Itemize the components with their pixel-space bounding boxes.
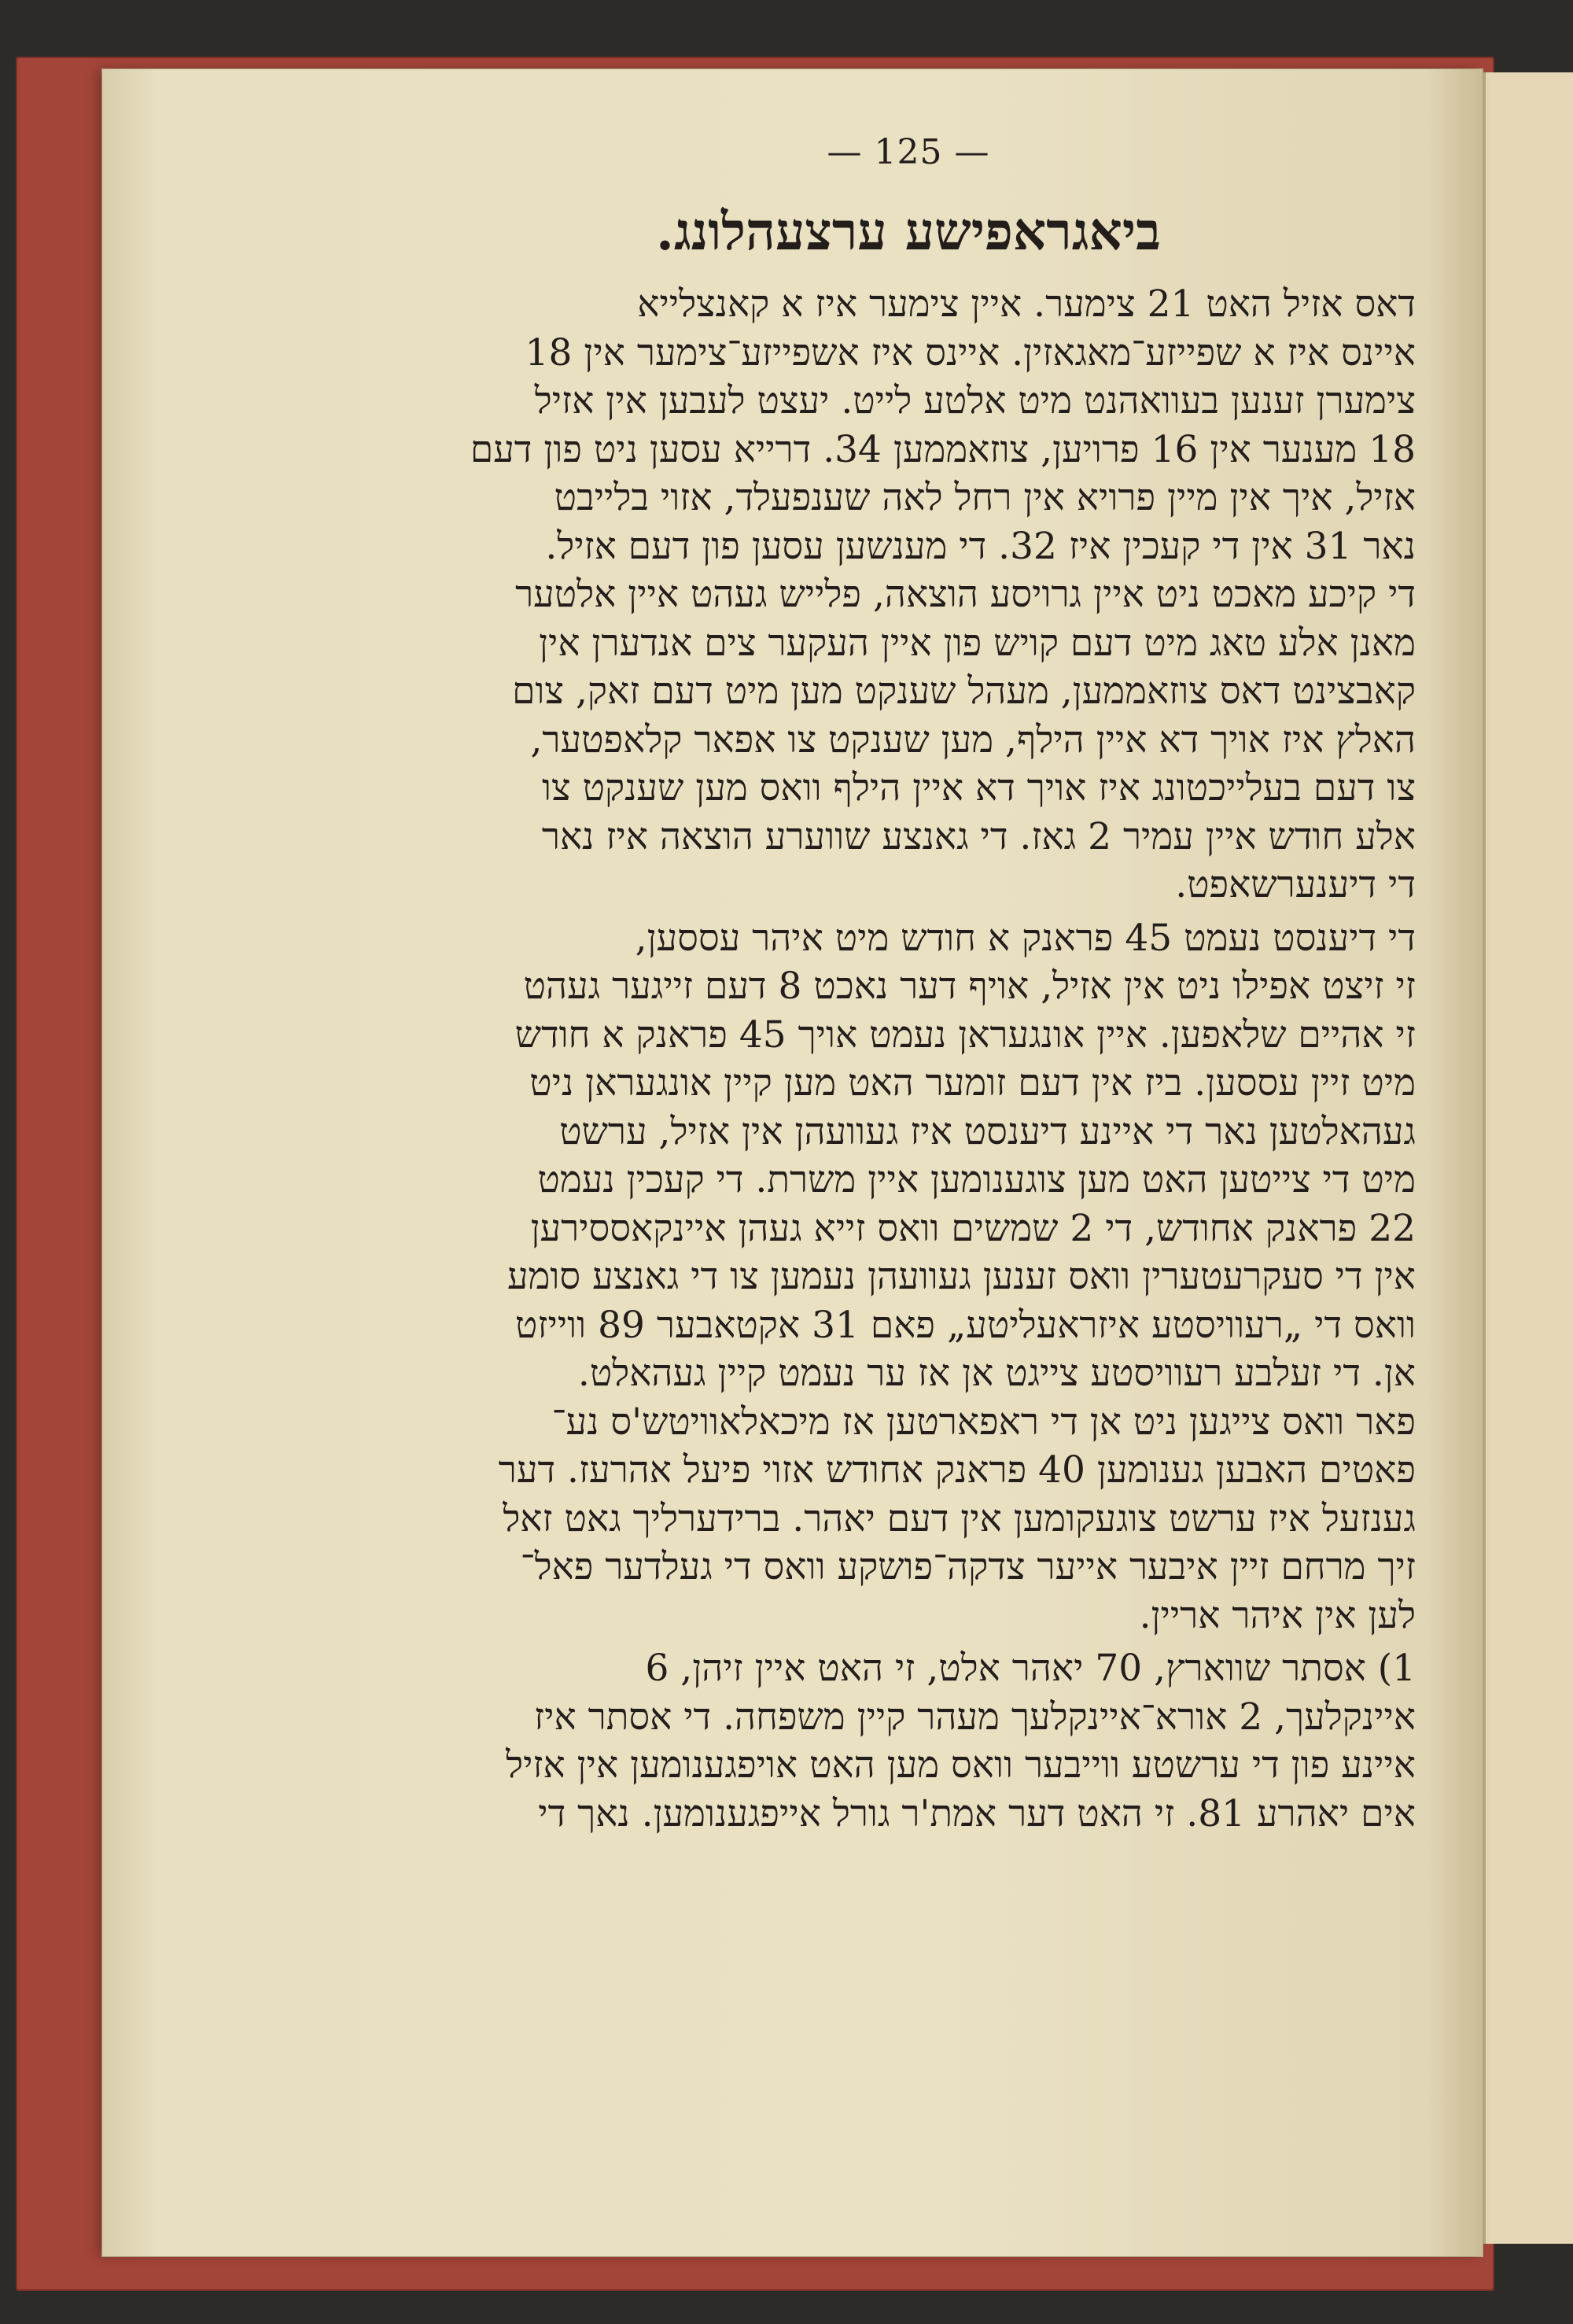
page-number: — 125 — — [827, 132, 990, 172]
text-line: אזיל, איך אין מיין פרויא אין רחל לאה שענפעלד, אזוי בלייבט — [554, 476, 1416, 519]
text-line: האלץ איז אויך דא איין הילף, מען שענקט צו אפאר קלאפטער, — [530, 717, 1416, 762]
text-line: די דיענסט נעמט 45 פראנק א חודש מיט איהר עססען, — [635, 916, 1416, 960]
text-line: פאר וואס צייגען ניט אן די ראפארטען אז מיכאלאוויטש'ס נע־ — [551, 1400, 1416, 1444]
text-line: מאנן אלע טאג מיט דעם קויש פון איין העקער צים אנדערן אין — [539, 621, 1416, 665]
text-line: אין די סעקרעטערין וואס זענען געוועהן נעמען צו די גאנצע סומע — [507, 1255, 1416, 1298]
text-line: אלע חודש איין עמיר 2 גאז. די גאנצע שווערע הוצאה איז נאר — [541, 814, 1416, 858]
text-line: איינס איז א שפייזע־מאגאזין. איינס איז אשפייזע־צימער אין 18 — [525, 330, 1416, 374]
text-line: אים יאהרע 81. זי האט דער אמת'ר גורל אייפגענומען. נאך די — [538, 1791, 1416, 1835]
text-line: די דיענערשאפט. — [1175, 863, 1416, 906]
text-line: פאטים האבען גענומען 40 פראנק אחודש אזוי פיעל אהרעז. דער — [498, 1448, 1416, 1492]
text-line: גענזעל איז ערשט צוגעקומען אין דעם יאהר. ברידערליך גאט זאל — [503, 1496, 1416, 1540]
text-line: מיט די צייטען האט מען צוגענומען איין משרת. די קעכין נעמט — [537, 1158, 1416, 1201]
text-line: צימערן זענען בעוואהנט מיט אלטע לייט. יעצט לעבען אין אזיל — [534, 379, 1416, 422]
text-line: דאס אזיל האט 21 צימער. איין צימער איז א קאנצלייא — [637, 282, 1416, 326]
text-line: זי אהיים שלאפען. איין אונגעראן נעמט אויך 45 פראנק א חודש — [514, 1013, 1416, 1057]
next-page-text-fragment — [1545, 245, 1569, 2134]
text-line: אן. די זעלבע רעוויסטע צייגט אן אז ער נעמט קיין געהאלט. — [577, 1352, 1416, 1395]
text-line: צו דעם בעלייכטונג איז אויך דא איין הילף וואס מען שענקט צו — [542, 766, 1416, 810]
text-line: לען אין איהר אריין. — [1139, 1593, 1416, 1637]
text-line: איינקלעך, 2 אורא־איינקלעך מעהר קיין משפחה. די אסתר איז — [534, 1695, 1416, 1739]
text-line: וואס די „רעוויסטע איזראעליטע„ פאם 31 אקטאבער 89 ווייזט — [514, 1303, 1416, 1347]
next-page-edge — [1483, 72, 1573, 2244]
text-line: 18 מענער אין 16 פרויען, צוזאממען 34. דרייא עסען ניט פון דעם — [470, 427, 1416, 471]
text-line: איינע פון די ערשטע ווייבער וואס מען האט אויפגענומען אין אזיל — [506, 1743, 1416, 1787]
text-line: קאבצינט דאס צוזאממען, מעהל שענקט מען מיט דעם זאק, צום — [512, 670, 1416, 713]
text-line: 1) אסתר שווארץ, 70 יאהר אלט, זי האט איין זיהן, 6 — [645, 1647, 1416, 1690]
page-content — [330, 132, 1486, 1843]
chapter-heading: ביאגראפישע ערצעהלונג. — [656, 201, 1161, 262]
text-line: געהאלטען נאר די איינע דיענסט איז געוועהן אין אזיל, ערשט — [559, 1109, 1416, 1153]
text-line: זי זיצט אפילו ניט אין אזיל, אויף דער נאכט 8 דעם זייגער געהט — [523, 965, 1416, 1008]
text-line: 22 פראנק אחודש, די 2 שמשים וואס זייא געהן איינקאססירען — [530, 1206, 1416, 1250]
book-page — [102, 69, 1483, 2256]
paragraph-2 — [330, 914, 1486, 1640]
text-line: זיך מרחם זיין איבער אייער צדקה־פושקע וואס די געלדער פאל־ — [520, 1545, 1416, 1588]
text-line: די קיכע מאכט ניט איין גרויסע הוצאה, פלייש געהט איין אלטער — [515, 573, 1416, 616]
paragraph-3 — [330, 1644, 1486, 1838]
paragraph-1 — [330, 280, 1486, 909]
text-line: מיט זיין עססען. ביז אין דעם זומער האט מען קיין אונגעראן ניט — [529, 1061, 1416, 1105]
text-line: נאר 31 אין די קעכין איז 32. די מענשען עסען פון דעם אזיל. — [545, 524, 1416, 568]
